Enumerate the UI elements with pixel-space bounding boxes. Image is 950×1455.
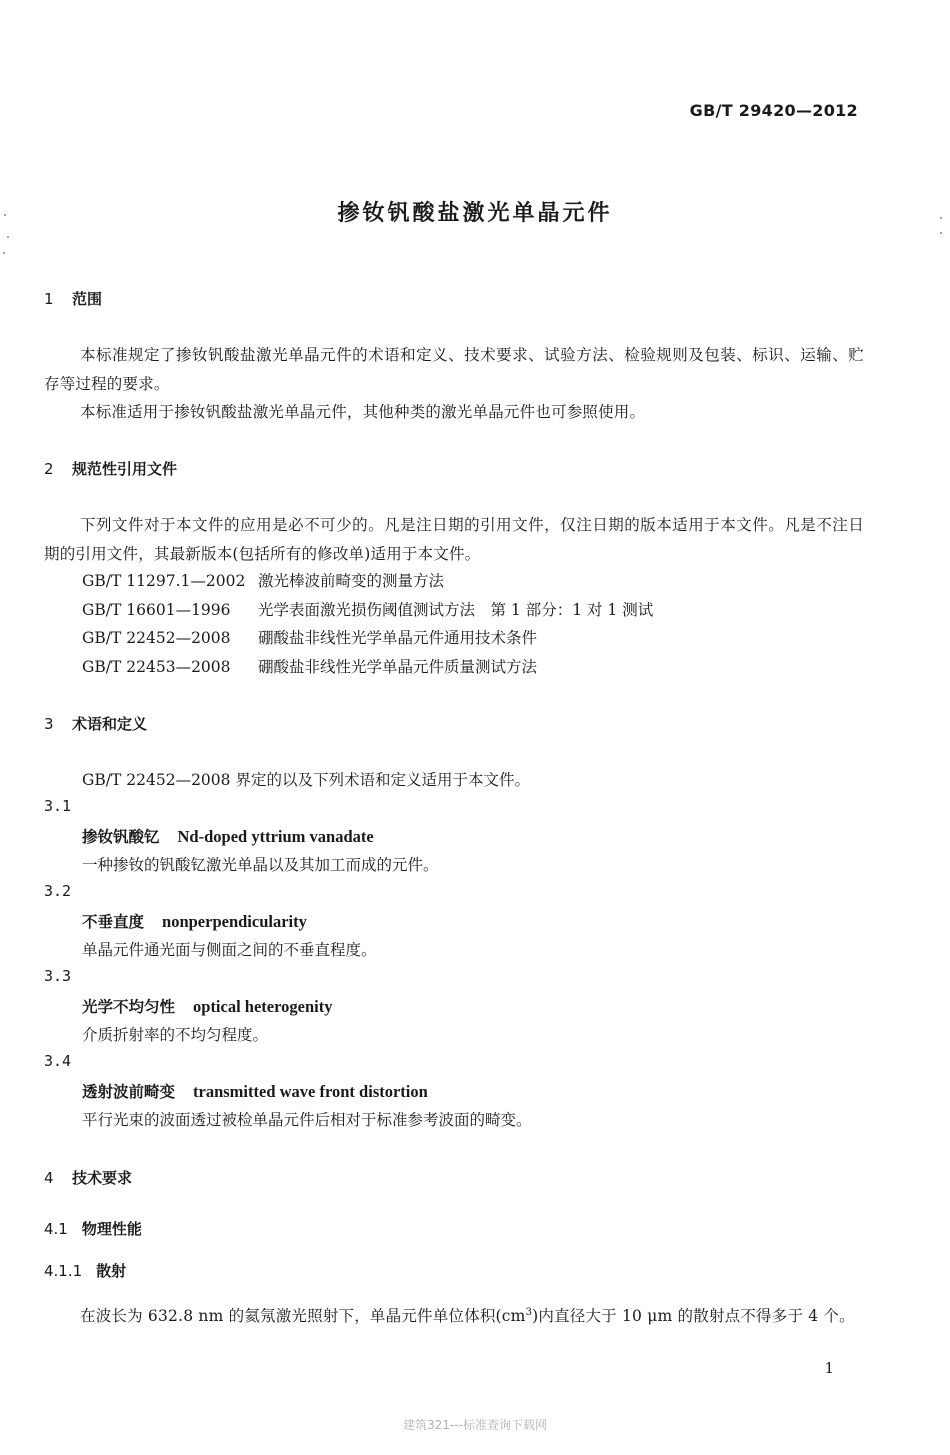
section-title: 范围 xyxy=(72,290,103,308)
term-definition: 平行光束的波面透过被检单晶元件后相对于标准参考波面的畸变。 xyxy=(82,1111,532,1129)
subsection-number: 4.1 xyxy=(44,1220,68,1238)
references-intro: 下列文件对于本文件的应用是必不可少的。凡是注日期的引用文件，仅注日期的版本适用于本文件。凡是不注日期的引用文件，其最新版本(包括所有的修改单)适用于本文件。 xyxy=(44,516,864,563)
term-en: optical heterogenity xyxy=(193,997,333,1016)
term-en: nonperpendicularity xyxy=(162,912,307,931)
section-title: 术语和定义 xyxy=(72,715,148,733)
scan-artifact xyxy=(3,252,5,254)
section-title: 技术要求 xyxy=(72,1169,133,1187)
reference-code: GB/T 11297.1—2002 xyxy=(82,572,246,590)
term-number: 3.2 xyxy=(44,882,72,900)
reference-title: 硼酸盐非线性光学单晶元件质量测试方法 xyxy=(258,658,538,676)
reference-title: 光学表面激光损伤阈值测试方法 第 1 部分：1 对 1 测试 xyxy=(258,601,654,619)
section-1-heading xyxy=(44,288,102,309)
subsection-title: 物理性能 xyxy=(81,1220,142,1238)
subsection-4-1-1-heading xyxy=(44,1260,126,1281)
section-3-heading xyxy=(44,713,147,734)
term-name xyxy=(82,1080,428,1102)
term-definition: 介质折射率的不均匀程度。 xyxy=(82,1026,269,1044)
term-en: Nd-doped yttrium vanadate xyxy=(177,827,374,846)
term-number: 3.3 xyxy=(44,967,72,985)
term-zh: 透射波前畸变 xyxy=(82,1083,176,1101)
term-zh: 掺钕钒酸钇 xyxy=(82,828,160,846)
subsection-4-1-heading xyxy=(44,1218,142,1239)
watermark-footer: 建筑321---标准查询下载网 xyxy=(403,1418,547,1432)
reference-code: GB/T 22452—2008 xyxy=(82,629,231,647)
terms-intro: GB/T 22452—2008 界定的以及下列术语和定义适用于本文件。 xyxy=(82,771,530,789)
section-2-heading xyxy=(44,458,177,479)
term-zh: 光学不均匀性 xyxy=(82,998,176,1016)
scope-paragraph-2: 本标准适用于掺钕钒酸盐激光单晶元件，其他种类的激光单晶元件也可参照使用。 xyxy=(80,403,646,421)
scan-artifact xyxy=(940,232,942,234)
reference-title: 硼酸盐非线性光学单晶元件通用技术条件 xyxy=(258,629,538,647)
reference-item xyxy=(82,626,537,648)
section-number: 4 xyxy=(44,1169,54,1187)
reference-title: 激光棒波前畸变的测量方法 xyxy=(258,572,445,590)
subsection-title: 散射 xyxy=(96,1262,127,1280)
scattering-paragraph xyxy=(44,1298,864,1331)
term-number: 3.1 xyxy=(44,797,72,815)
scope-paragraph-1: 本标准规定了掺钕钒酸盐激光单晶元件的术语和定义、技术要求、试验方法、检验规则及包装、标识、运输、贮存等过程的要求。 xyxy=(44,346,864,393)
superscript: 3 xyxy=(525,1307,533,1318)
section-number: 2 xyxy=(44,460,54,478)
page-title: 掺钕钒酸盐激光单晶元件 xyxy=(337,201,613,226)
section-number: 3 xyxy=(44,715,54,733)
scan-artifact xyxy=(7,236,9,238)
reference-item xyxy=(82,598,653,620)
term-definition: 一种掺钕的钒酸钇激光单晶以及其加工而成的元件。 xyxy=(82,856,439,874)
section-4-heading xyxy=(44,1167,132,1188)
section-number: 1 xyxy=(44,290,54,308)
term-zh: 不垂直度 xyxy=(82,913,145,931)
term-number: 3.4 xyxy=(44,1052,72,1070)
reference-code: GB/T 22453—2008 xyxy=(82,658,231,676)
reference-item xyxy=(82,569,444,591)
section-title: 规范性引用文件 xyxy=(72,460,178,478)
term-definition: 单晶元件通光面与侧面之间的不垂直程度。 xyxy=(82,941,377,959)
subsection-number: 4.1.1 xyxy=(44,1262,83,1280)
scattering-text-a: 在波长为 632.8 nm 的氦氖激光照射下，单晶元件单位体积(cm xyxy=(80,1307,526,1326)
standard-code: GB/T 29420—2012 xyxy=(689,101,858,120)
reference-item xyxy=(82,655,537,677)
term-name xyxy=(82,825,374,847)
scattering-text-b: )内直径大于 10 μm 的散射点不得多于 4 个。 xyxy=(532,1307,855,1326)
term-name xyxy=(82,910,307,932)
page-number: 1 xyxy=(824,1359,834,1377)
term-en: transmitted wave front distortion xyxy=(193,1082,428,1101)
term-name xyxy=(82,995,332,1017)
reference-code: GB/T 16601—1996 xyxy=(82,601,231,619)
